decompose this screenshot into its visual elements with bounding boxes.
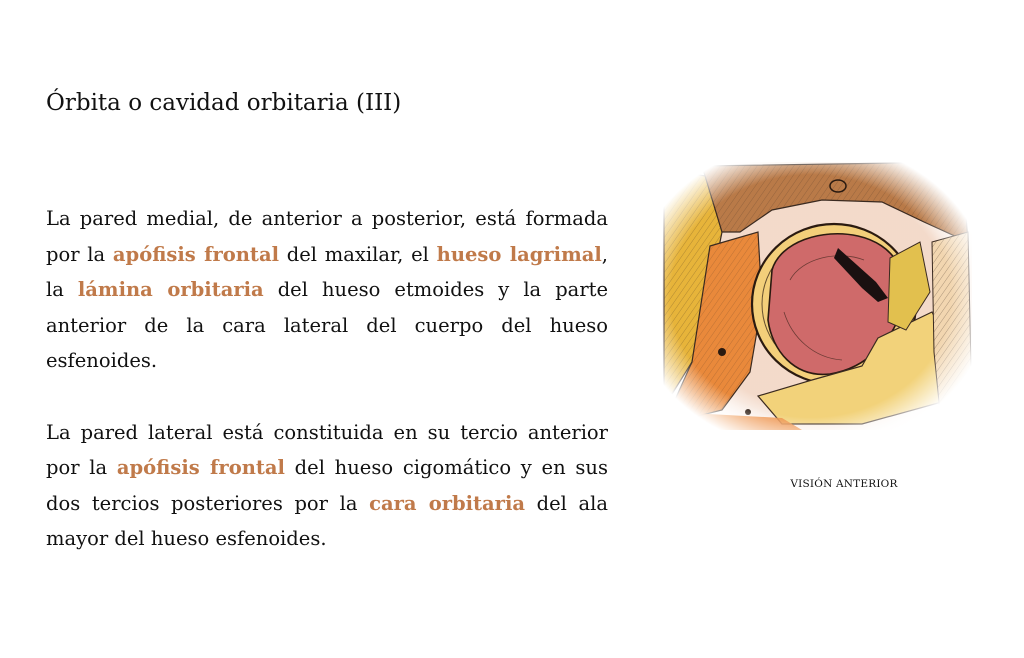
body-text [46, 201, 608, 557]
orbit-illustration [662, 162, 972, 430]
term-lamina-orbitaria[interactable]: lámina orbitaria [77, 278, 264, 301]
term-apofisis-frontal-maxilar[interactable]: apófisis frontal [112, 242, 279, 266]
figure-caption: VISIÓN ANTERIOR [790, 478, 898, 490]
text-segment: del maxilar, el [278, 242, 437, 266]
text-segment: del ala mayor del hueso esfenoides. [46, 491, 608, 550]
text-segment: La pared medial, de anterior a posterior, está formada por la [46, 207, 608, 266]
term-cara-orbitaria[interactable]: cara orbitaria [369, 491, 525, 515]
paragraph-medial-wall [46, 201, 608, 379]
orbit-anatomy-drawing [662, 162, 972, 430]
paragraph-lateral-wall [46, 415, 608, 557]
term-hueso-lagrimal[interactable]: hueso lagrimal [436, 242, 602, 266]
page-title: Órbita o cavidad orbitaria (III) [46, 90, 402, 116]
text-segment: del hueso etmoides y la parte anterior de la cara lateral del cuerpo del hueso esfenoides. [46, 278, 609, 372]
text-segment: del hueso cigomático y en sus dos tercios posteriores por la [46, 456, 608, 515]
text-segment: , la [46, 242, 608, 301]
text-segment: La pared lateral está constituida en su tercio anterior por la [46, 420, 608, 479]
term-apofisis-frontal-cigomatico[interactable]: apófisis frontal [116, 456, 285, 479]
